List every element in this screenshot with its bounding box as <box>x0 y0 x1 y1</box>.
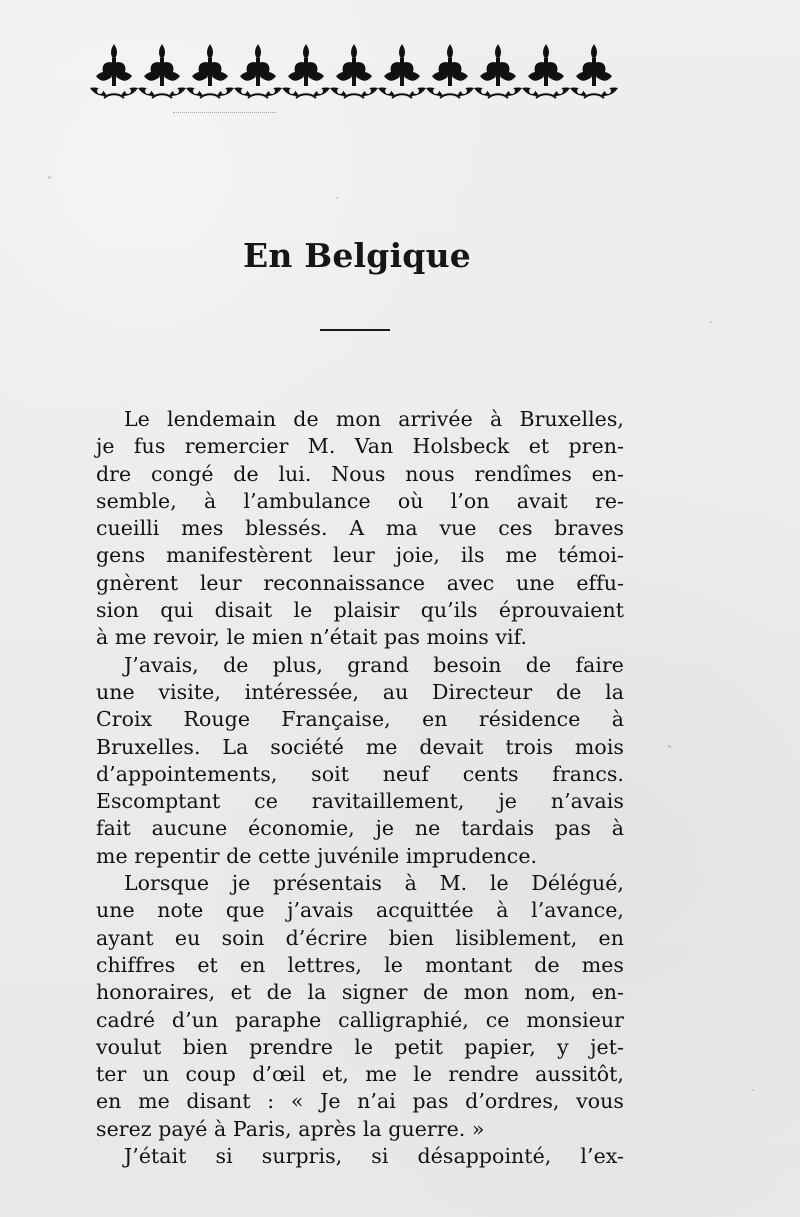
paper-speck <box>48 176 51 179</box>
paper-speck <box>710 321 712 323</box>
text-line: Bruxelles. La société me devait trois mois <box>96 734 624 759</box>
text-line: Escomptant ce ravitaillement, je n’avais <box>96 789 624 814</box>
text-line: gnèrent leur reconnaissance avec une effu- <box>96 570 624 595</box>
text-line: semble, à l’ambulance où l’on avait re- <box>96 488 624 513</box>
text-line: J’avais, de plus, grand besoin de faire <box>124 652 624 677</box>
text-line: dre congé de lui. Nous nous rendîmes en- <box>96 461 624 486</box>
text-line: honoraires, et de la signer de mon nom, en- <box>96 980 624 1005</box>
text-line: chiffres et en lettres, le montant de mes <box>96 952 624 977</box>
text-line: d’appointements, soit neuf cents francs. <box>96 761 624 786</box>
title-rule <box>320 329 390 331</box>
text-line: me repentir de cette juvénile imprudence. <box>96 843 538 868</box>
body-text <box>96 406 624 1170</box>
chapter-title: En Belgique <box>243 236 471 275</box>
text-line: à me revoir, le mien n’était pas moins vif. <box>96 625 528 650</box>
text-line: Croix Rouge Française, en résidence à <box>96 707 624 732</box>
text-line: cadré d’un paraphe calligraphié, ce monsieur <box>96 1007 624 1032</box>
fleuron-ornament-band <box>90 38 618 102</box>
paper-speck <box>668 745 671 748</box>
text-line: en me disant : « Je n’ai pas d’ordres, vous <box>96 1089 624 1114</box>
paper-speck <box>336 197 338 199</box>
text-line: ayant eu soin d’écrire bien lisiblement, en <box>96 925 624 950</box>
text-line: une note que j’avais acquittée à l’avance, <box>96 898 624 923</box>
text-line: J’était si surpris, si désappointé, l’ex- <box>124 1144 624 1169</box>
text-line: Le lendemain de mon arrivée à Bruxelles, <box>124 407 624 431</box>
text-line: Lorsque je présentais à M. le Délégué, <box>124 871 624 896</box>
text-line: ter un coup d’œil et, me le rendre aussitôt, <box>96 1062 624 1087</box>
text-line: une visite, intéressée, au Directeur de la <box>96 679 624 704</box>
paper-speck <box>752 1089 754 1091</box>
text-line: sion qui disait le plaisir qu’ils éprouvaient <box>96 598 624 623</box>
text-line: fait aucune économie, je ne tardais pas à <box>96 816 624 841</box>
text-line: je fus remercier M. Van Holsbeck et pren- <box>96 434 624 459</box>
text-line: voulut bien prendre le petit papier, y jet- <box>96 1034 624 1059</box>
text-line: gens manifestèrent leur joie, ils me témoi- <box>96 543 624 568</box>
text-line: cueilli mes blessés. A ma vue ces braves <box>96 516 624 541</box>
text-line: serez payé à Paris, après la guerre. » <box>96 1116 485 1141</box>
ornament-dotted-rule <box>173 112 277 113</box>
